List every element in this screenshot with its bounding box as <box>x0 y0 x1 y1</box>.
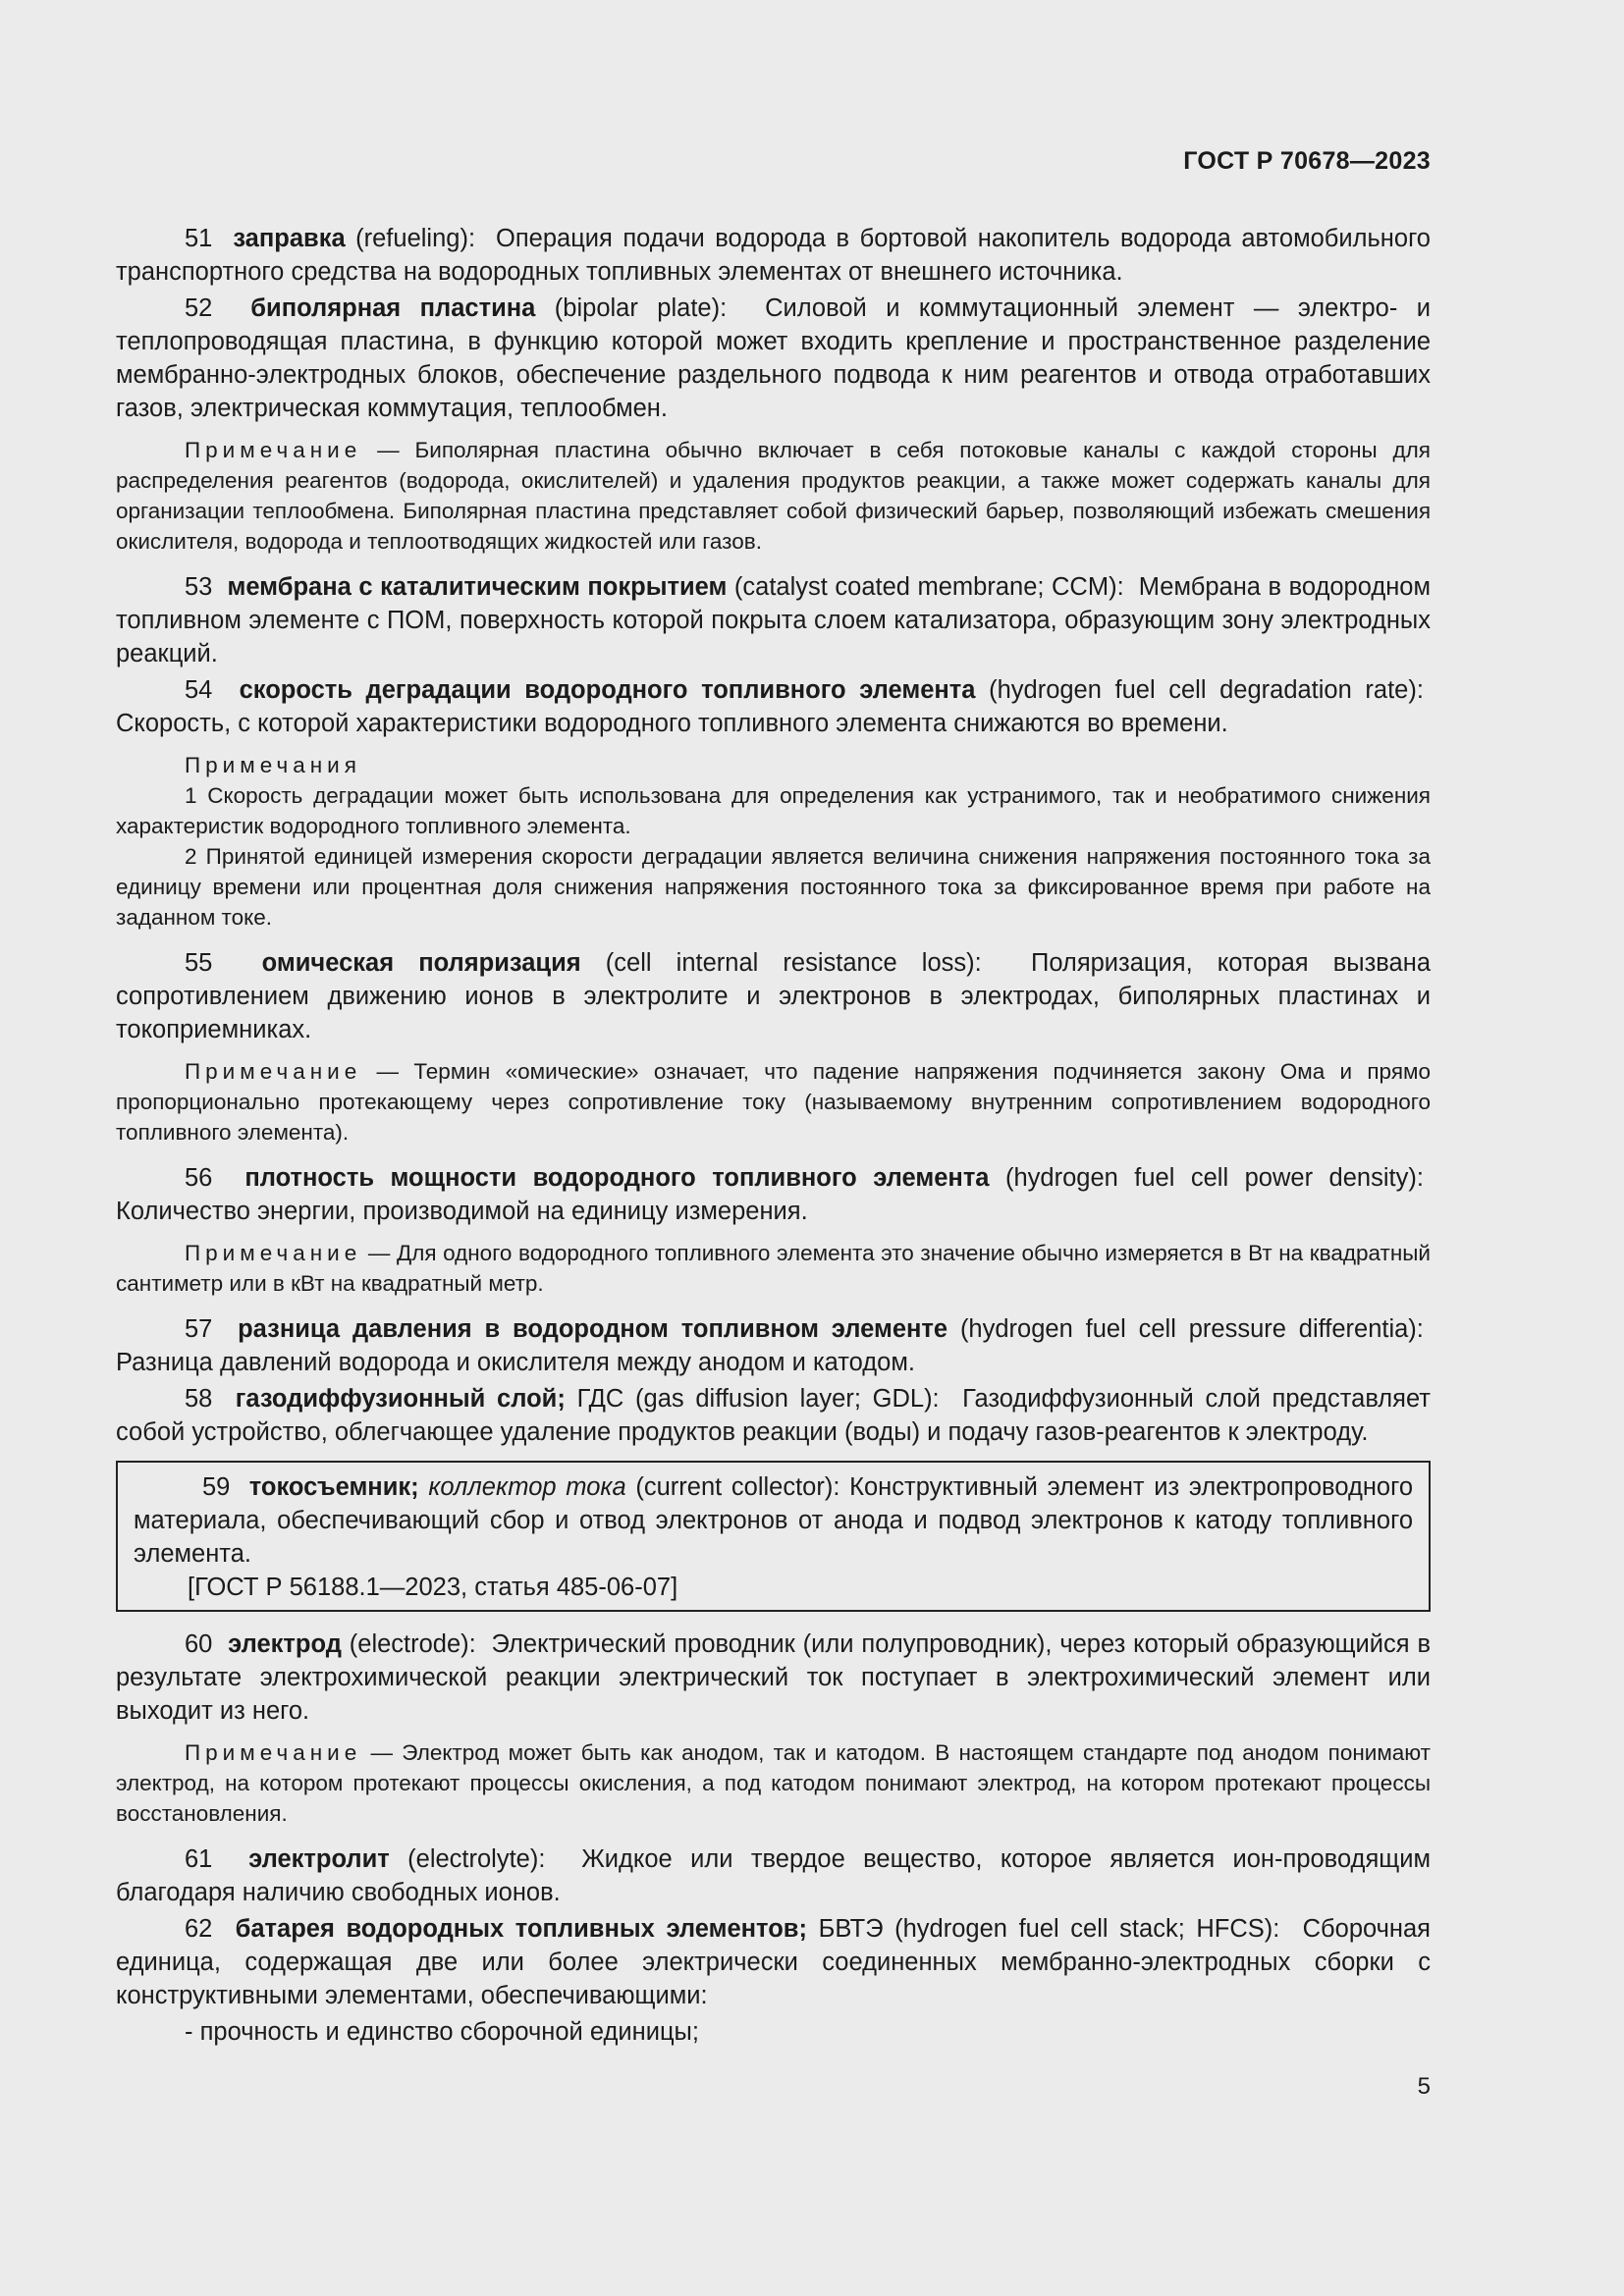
entry-52: 52 биполярная пластина (bipolar plate): Силовой и коммутационный элемент — электро- и теплопроводящая пластина, в функцию которой может входить крепление и пространственное разделение мембранно-электродных блоков, обеспечение раздельного подвода к ним реагентов и отвода отработавших газов, электрическая коммутация, теплообмен. <box>116 294 1432 422</box>
entry-53: 53 мембрана с каталитическим покрытием (catalyst coated membrane; CCM): Мембрана в водородном топливном элементе с ПОМ, поверхность которой покрыта слоем катализатора, образующим зону электродных реакций. <box>116 573 1432 667</box>
notes-54 <box>116 750 1431 933</box>
note-54-1: 1 Скорость деградации может быть использована для определения как устранимого, так и необратимого снижения характеристик водородного топливного элемента. <box>116 783 1431 838</box>
note-60: Примечание — Электрод может быть как анодом, так и катодом. В настоящем стандарте под анодом понимают электрод, на котором протекают процессы окисления, а под катодом понимают электрод, на котором протекают процессы восстановления. <box>116 1740 1431 1826</box>
entry-57: 57 разница давления в водородном топливном элементе (hydrogen fuel cell pressure differentia): Разница давлений водорода и окислителя между анодом и катодом. <box>116 1315 1424 1376</box>
note-52: Примечание — Биполярная пластина обычно включает в себя потоковые каналы с каждой стороны для распределения реагентов (водорода, окислителей) и удаления продуктов реакции, а также может содержать каналы для организации теплообмена. Биполярная пластина представляет собой физический барьер, позволяющий избежать смешения окислителя, водорода и теплоотводящих жидкостей или газов. <box>116 438 1431 554</box>
entry-61: 61 электролит (electrolyte): Жидкое или твердое вещество, которое является ион-проводящим благодаря наличию свободных ионов. <box>116 1845 1432 1906</box>
boxed-entry-59 <box>116 1461 1431 1612</box>
entry-62: 62 батарея водородных топливных элементов; БВТЭ (hydrogen fuel cell stack; HFCS): Сборочная единица, содержащая две или более электрически соединенных мембранно-электродных сборки с конструктивными элементами, обеспечивающими: <box>116 1915 1431 2009</box>
standard-header: ГОСТ Р 70678—2023 <box>1183 147 1431 175</box>
entry-55: 55 омическая поляризация (cell internal resistance loss): Поляризация, которая вызвана сопротивлением движению ионов в электролите и электронов в электродах, биполярных пластинах и токоприемниках. <box>116 949 1432 1043</box>
list-item: - прочность и единство сборочной единицы; <box>185 2018 699 2046</box>
entry-51: 51 заправка (refueling): Операция подачи водорода в бортовой накопитель водорода автомобильного транспортного средства на водородных топливных элементах от внешнего источника. <box>116 225 1431 286</box>
note-54-2: 2 Принятой единицей измерения скорости деградации является величина снижения напряжения постоянного тока за единицу времени или процентная доля снижения напряжения постоянного тока за фиксированное время при работе на заданном токе. <box>116 844 1431 930</box>
page-number: 5 <box>1417 2073 1431 2100</box>
entry-58: 58 газодиффузионный слой; ГДС (gas diffusion layer; GDL): Газодиффузионный слой представляет собой устройство, облегчающее удаление продуктов реакции (воды) и подачу газов-реагентов к электроду. <box>116 1385 1431 1446</box>
notes-label: Примечания <box>185 753 361 777</box>
page-content <box>116 222 1431 2049</box>
entry-54: 54 скорость деградации водородного топливного элемента (hydrogen fuel cell degradation rate): Скорость, с которой характеристики водородного топливного элемента снижаются во времени. <box>116 676 1424 737</box>
note-55: Примечание — Термин «омические» означает, что падение напряжения подчиняется закону Ома и прямо пропорционально протекающему через сопротивление току (называемому внутренним сопротивлением водородного топливного элемента). <box>116 1059 1431 1145</box>
entry-59: 59 токосъемник; коллектор тока (current collector): Конструктивный элемент из электропроводного материала, обеспечивающий сбор и отвод электронов от анода и подвод электронов к катоду топливного элемента. <box>134 1473 1414 1568</box>
entry-60: 60 электрод (electrode): Электрический проводник (или полупроводник), через который образующийся в результате электрохимической реакции электрический ток поступает в электрохимический элемент или выходит из него. <box>116 1630 1432 1725</box>
entry-56: 56 плотность мощности водородного топливного элемента (hydrogen fuel cell power density): Количество энергии, производимой на единицу измерения. <box>116 1164 1424 1225</box>
note-56: Примечание — Для одного водородного топливного элемента это значение обычно измеряется в Вт на квадратный сантиметр или в кВт на квадратный метр. <box>116 1241 1431 1296</box>
reference-59: [ГОСТ Р 56188.1—2023, статья 485-06-07] <box>188 1574 678 1601</box>
